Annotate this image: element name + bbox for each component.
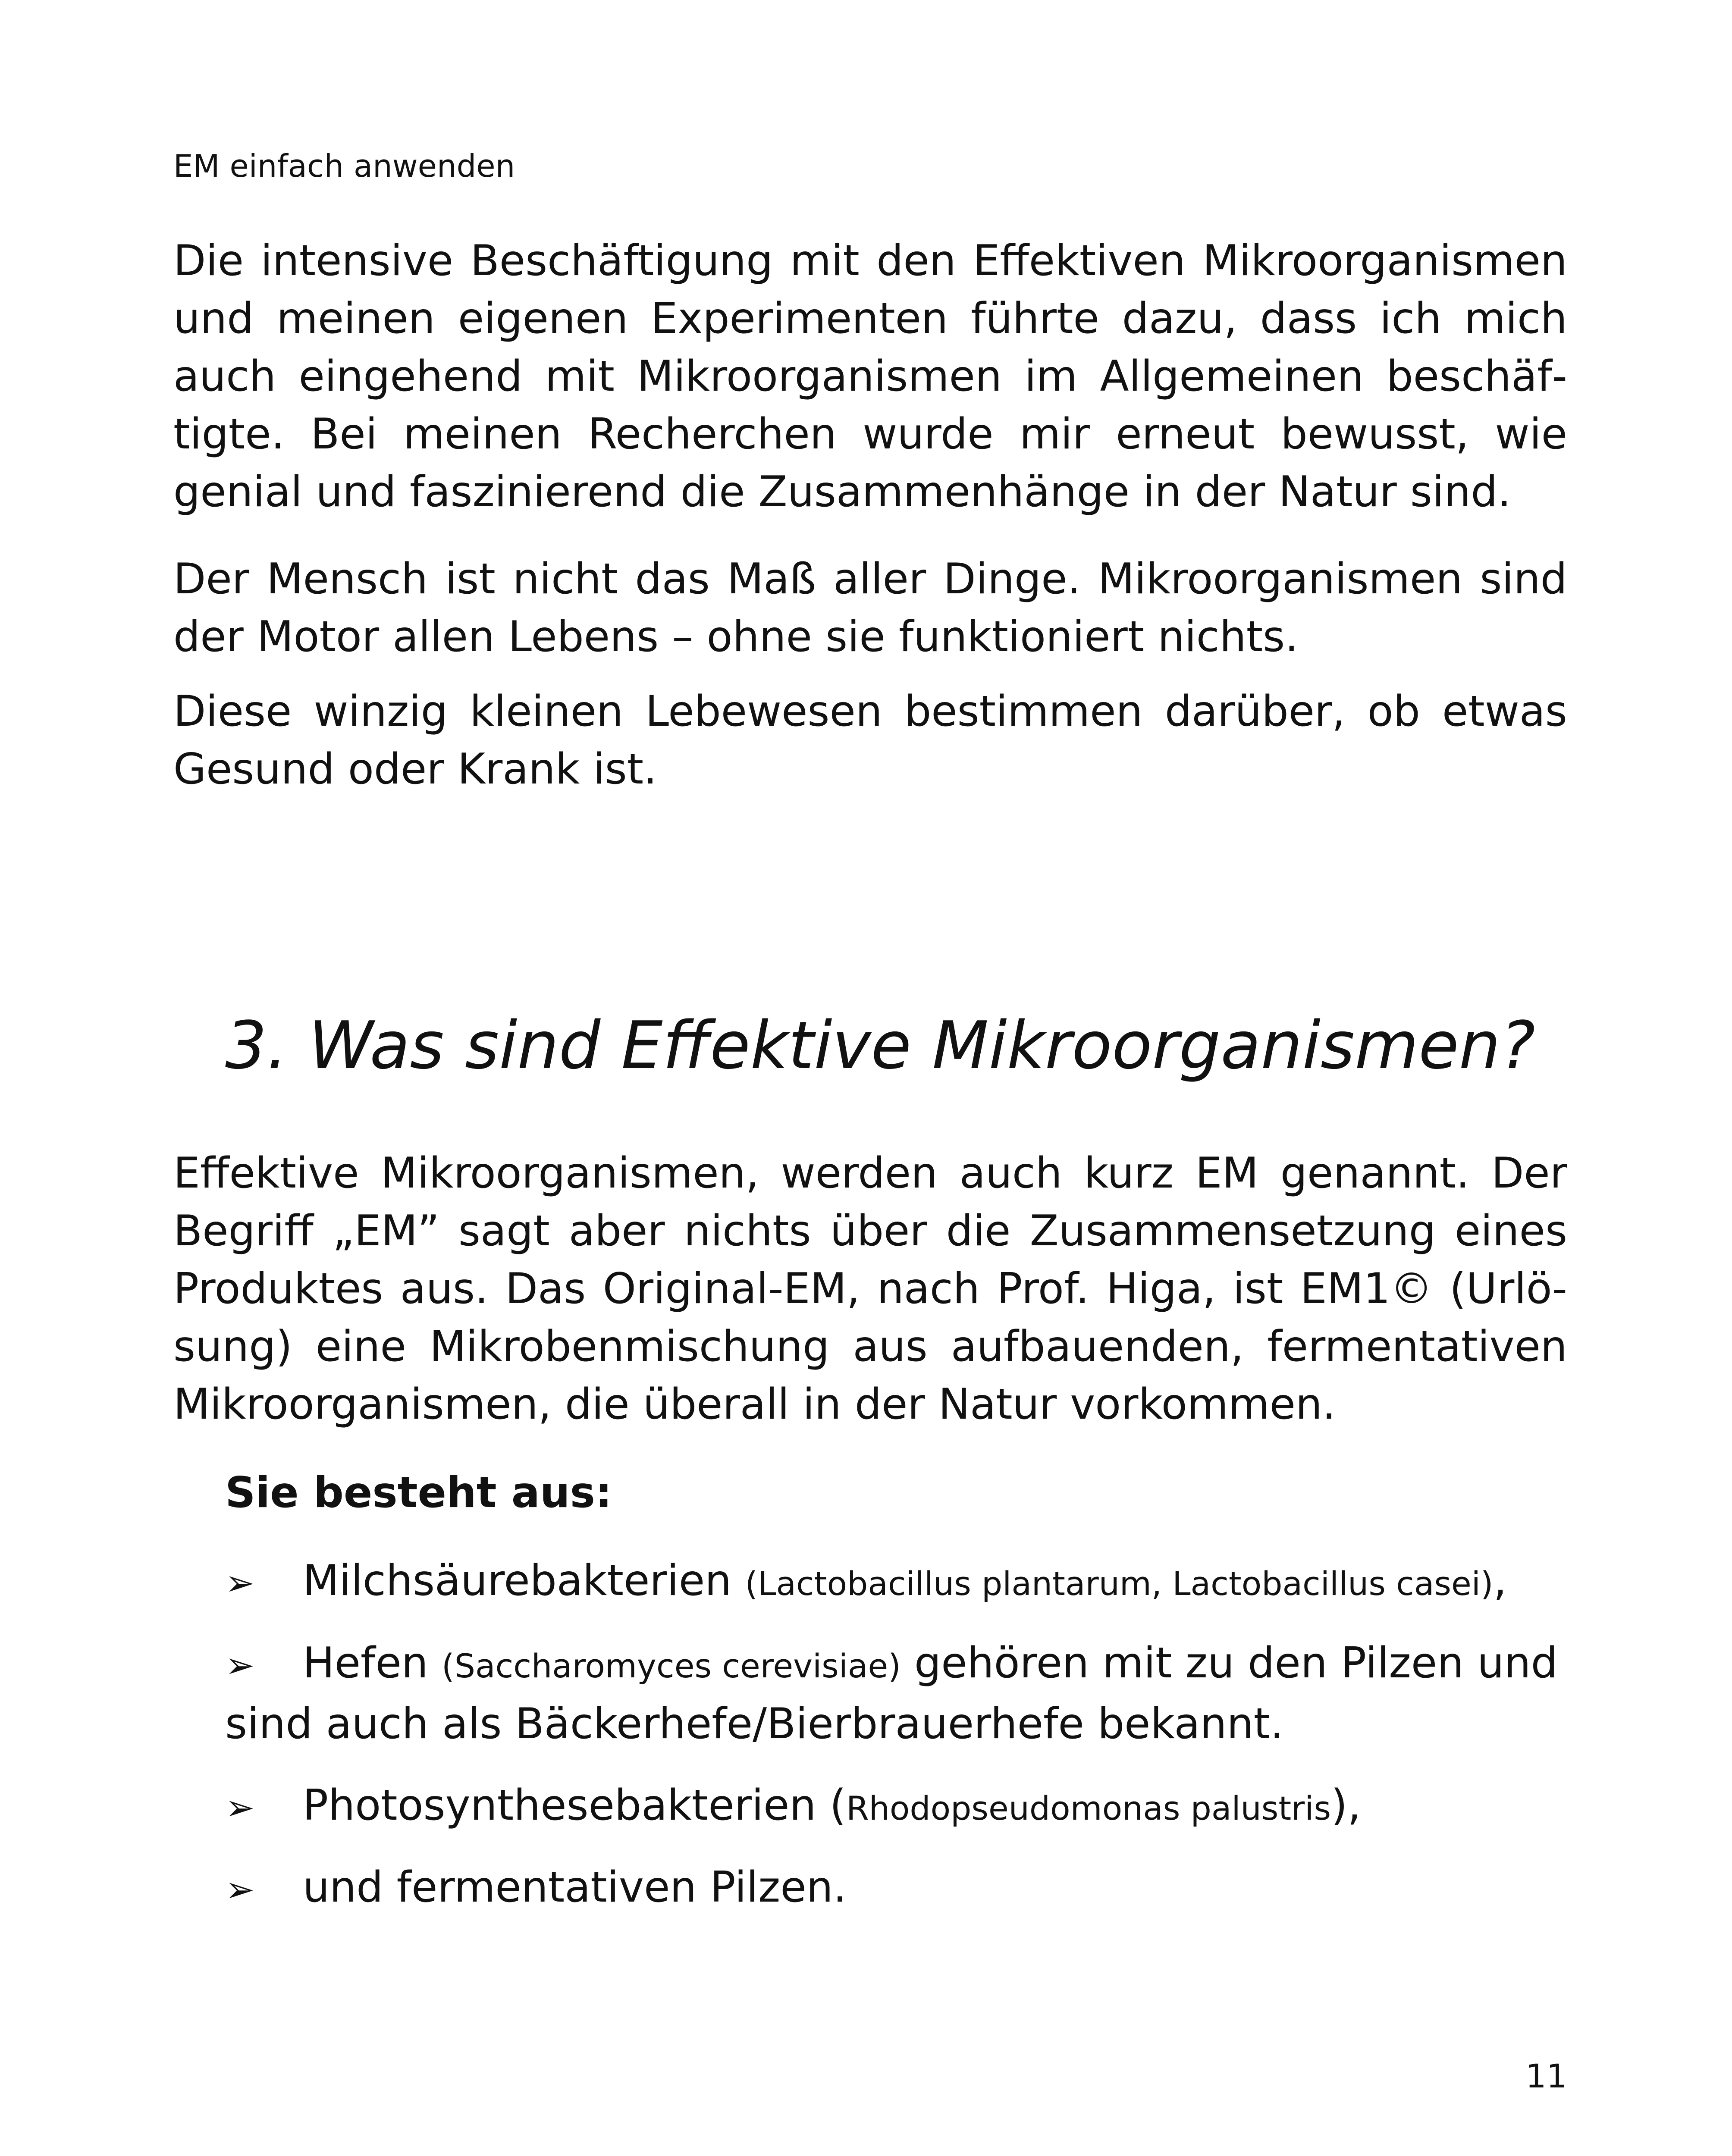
list-item-tail: , [1493,1556,1507,1605]
list-item [225,1858,1562,1919]
arrow-bullet-icon: ➢ [225,1869,255,1910]
intro-paragraph-3: Diese winzig kleinen Lebewesen bestimmen darüber, ob etwas Gesund oder Krank ist. [173,687,1567,794]
list-item-tail: gehören mit zu den Pilzen und sind auch als Bäckerhefe/Bierbrauerhefe bekannt. [225,1639,1558,1749]
list-item [225,1634,1562,1753]
list-item-tail: ), [1331,1781,1361,1830]
list-item-main: Photosynthesebakterien ( [303,1781,846,1830]
list-item [225,1552,1562,1613]
arrow-bullet-icon: ➢ [225,1563,255,1604]
running-header: EM einfach anwenden [173,148,515,184]
list-item-detail: Rhodopseudomonas palustris [846,1789,1331,1827]
arrow-bullet-icon: ➢ [225,1787,255,1828]
list-item-main: Hefen [303,1639,442,1688]
list-item-detail: (Lactobacillus plantarum, Lactobacillus casei) [745,1564,1494,1603]
chapter-paragraph-1: Effektive Mikroorganismen, werden auch kurz EM genannt. Der Begriff „EM” sagt aber nichts über die Zusammensetzung eines Produktes aus. Das Original-EM, nach Prof. Higa, ist EM1© (Urlösung) eine Mikrobenmischung aus aufbauenden, fermentativen Mikroorganismen, die überall in der Natur vorkommen. [173,1149,1567,1429]
list-item-main: und fermentativen Pilzen. [303,1863,847,1912]
arrow-bullet-icon: ➢ [225,1645,255,1686]
intro-paragraph-2: Der Mensch ist nicht das Maß aller Dinge. Mikroorganismen sind der Motor allen Lebens – ohne sie funktioniert nichts. [173,555,1567,661]
list-item [225,1777,1562,1837]
list-heading: Sie besteht aus: [225,1468,612,1517]
chapter-title: 3. Was sind Effektive Mikroorganismen? [225,1007,1535,1084]
list-item-main: Milchsäurebakterien [303,1556,745,1605]
page-number: 11 [1525,2057,1567,2095]
list-item-detail: (Saccharomyces cerevisiae) [442,1647,901,1685]
intro-paragraph-1: Die intensive Beschäftigung mit den Effektiven Mikroorganismen und meinen eigenen Experimenten führte dazu, dass ich mich auch eingehend mit Mikroorganismen im Allgemeinen beschäftigte. Bei meinen Recherchen wurde mir erneut bewusst, wie genial und faszinierend die Zusammenhänge in der Natur sind. [173,236,1567,517]
